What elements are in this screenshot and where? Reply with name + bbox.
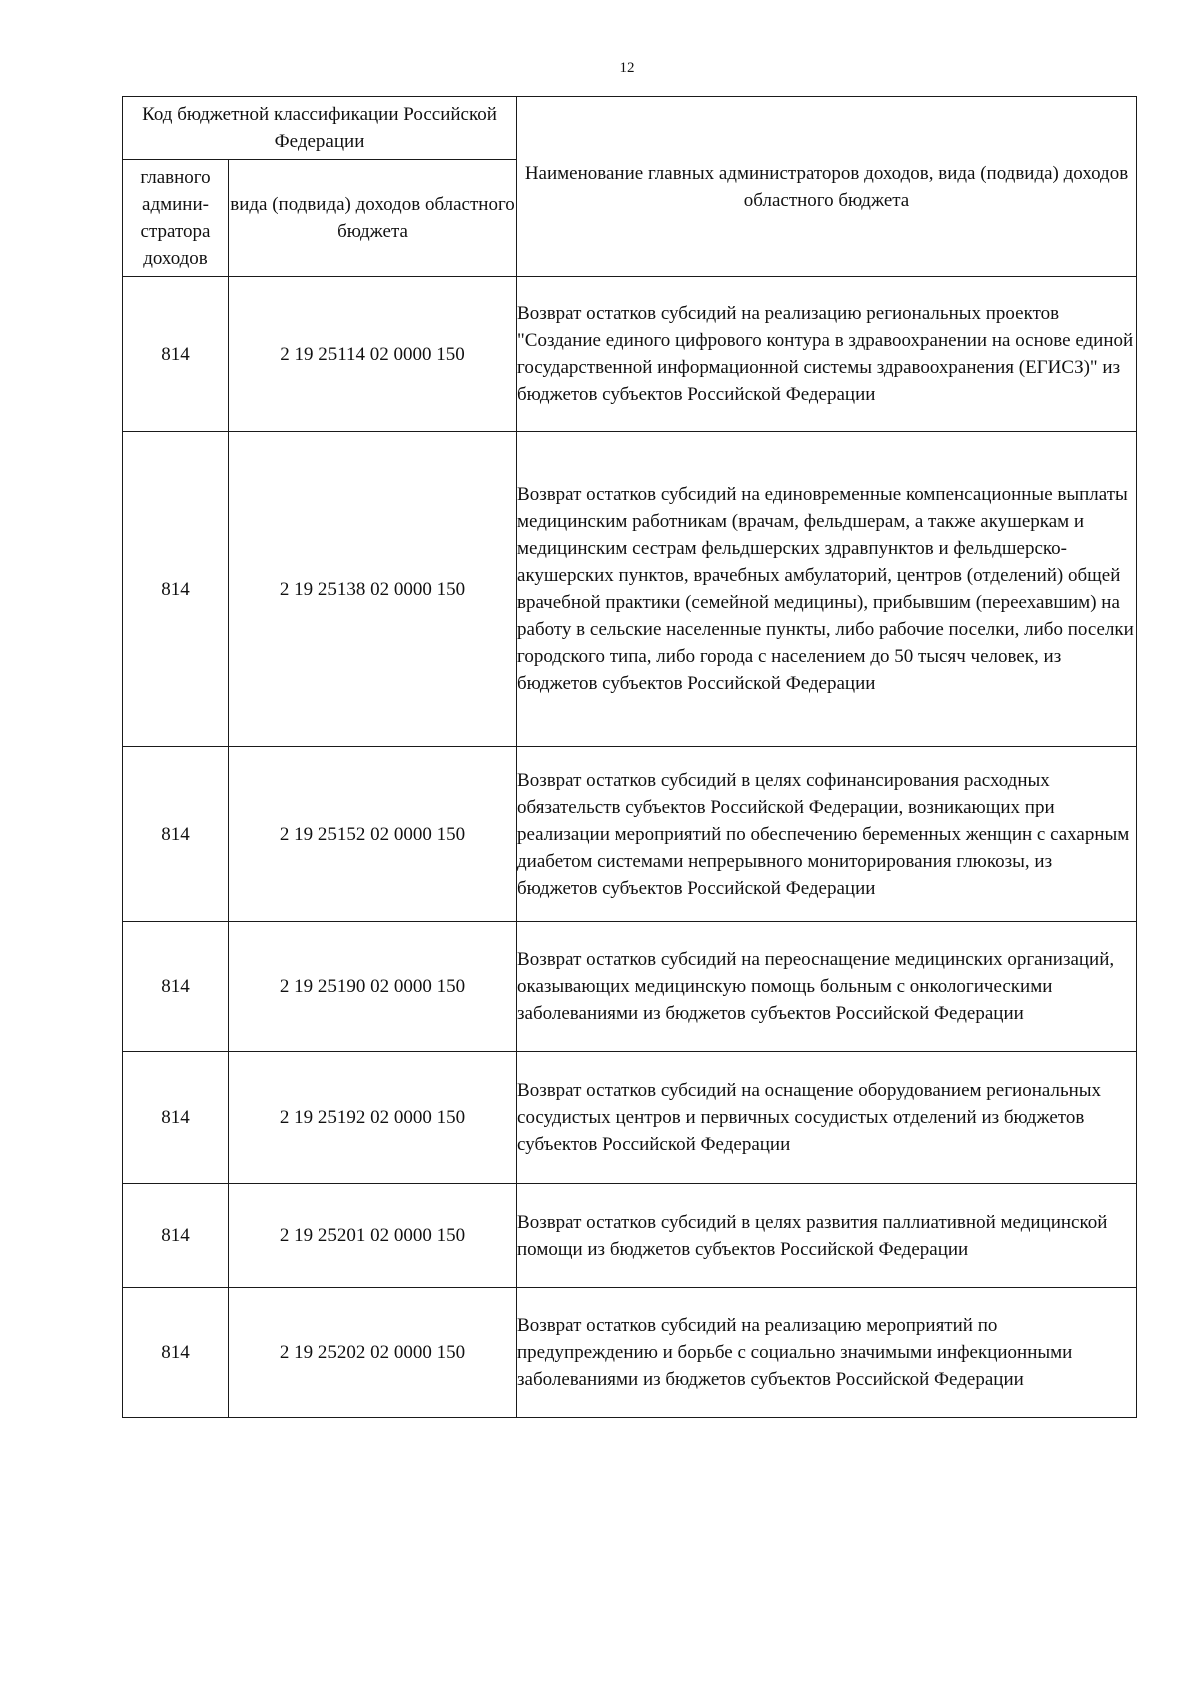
income-code-cell: 2 19 25192 02 0000 150 <box>229 1052 517 1184</box>
income-code-cell: 2 19 25190 02 0000 150 <box>229 922 517 1052</box>
table-header-row-1 <box>123 97 1137 160</box>
admin-code-cell: 814 <box>123 1288 229 1418</box>
income-name-cell: Возврат остатков субсидий на реализацию региональных проектов "Создание единого цифрового контура в здравоохранении на основе единой государственной информационной системы здравоохранения (ЕГИСЗ)" из бюджетов субъектов Российской Федерации <box>517 277 1137 432</box>
admin-code-cell: 814 <box>123 922 229 1052</box>
page-number: 12 <box>619 60 635 76</box>
header-budget-code-group: Код бюджетной классификации Российской Федерации <box>123 97 517 160</box>
table-row <box>123 747 1137 922</box>
income-code-cell: 2 19 25202 02 0000 150 <box>229 1288 517 1418</box>
table-row <box>123 277 1137 432</box>
budget-classification-table <box>122 96 1137 1418</box>
income-name-cell: Возврат остатков субсидий на оснащение оборудованием региональных сосудистых центров и первичных сосудистых отделений из бюджетов субъектов Российской Федерации <box>517 1052 1137 1184</box>
header-admin-column: главного админи-стратора доходов <box>123 160 229 277</box>
income-code-cell: 2 19 25114 02 0000 150 <box>229 277 517 432</box>
income-name-cell: Возврат остатков субсидий на переоснащение медицинских организаций, оказывающих медицинскую помощь больным с онкологическими заболеваниями из бюджетов субъектов Российской Федерации <box>517 922 1137 1052</box>
income-code-cell: 2 19 25201 02 0000 150 <box>229 1184 517 1288</box>
table-row <box>123 432 1137 747</box>
table-row <box>123 1052 1137 1184</box>
income-name-cell: Возврат остатков субсидий на единовременные компенсационные выплаты медицинским работникам (врачам, фельдшерам, а также акушеркам и медицинским сестрам фельдшерских здравпунктов и фельдшерско-акушерских пунктов, врачебных амбулаторий, центров (отделений) общей врачебной практики (семейной медицины), прибывшим (переехавшим) на работу в сельские населенные пункты, либо рабочие поселки, либо поселки городского типа, либо города с населением до 50 тысяч человек, из бюджетов субъектов Российской Федерации <box>517 432 1137 747</box>
admin-code-cell: 814 <box>123 277 229 432</box>
header-name-column: Наименование главных администраторов доходов, вида (подвида) доходов областного бюджета <box>517 97 1137 277</box>
income-code-cell: 2 19 25152 02 0000 150 <box>229 747 517 922</box>
table-row <box>123 1184 1137 1288</box>
income-name-cell: Возврат остатков субсидий в целях софинансирования расходных обязательств субъектов Российской Федерации, возникающих при реализации мероприятий по обеспечению беременных женщин с сахарным диабетом системами непрерывного мониторирования глюкозы, из бюджетов субъектов Российской Федерации <box>517 747 1137 922</box>
header-code-column: вида (подвида) доходов областного бюджета <box>229 160 517 277</box>
table-row <box>123 1288 1137 1418</box>
income-code-cell: 2 19 25138 02 0000 150 <box>229 432 517 747</box>
table-row <box>123 922 1137 1052</box>
income-name-cell: Возврат остатков субсидий на реализацию мероприятий по предупреждению и борьбе с социально значимыми инфекционными заболеваниями из бюджетов субъектов Российской Федерации <box>517 1288 1137 1418</box>
admin-code-cell: 814 <box>123 1184 229 1288</box>
income-name-cell: Возврат остатков субсидий в целях развития паллиативной медицинской помощи из бюджетов субъектов Российской Федерации <box>517 1184 1137 1288</box>
admin-code-cell: 814 <box>123 432 229 747</box>
admin-code-cell: 814 <box>123 747 229 922</box>
admin-code-cell: 814 <box>123 1052 229 1184</box>
